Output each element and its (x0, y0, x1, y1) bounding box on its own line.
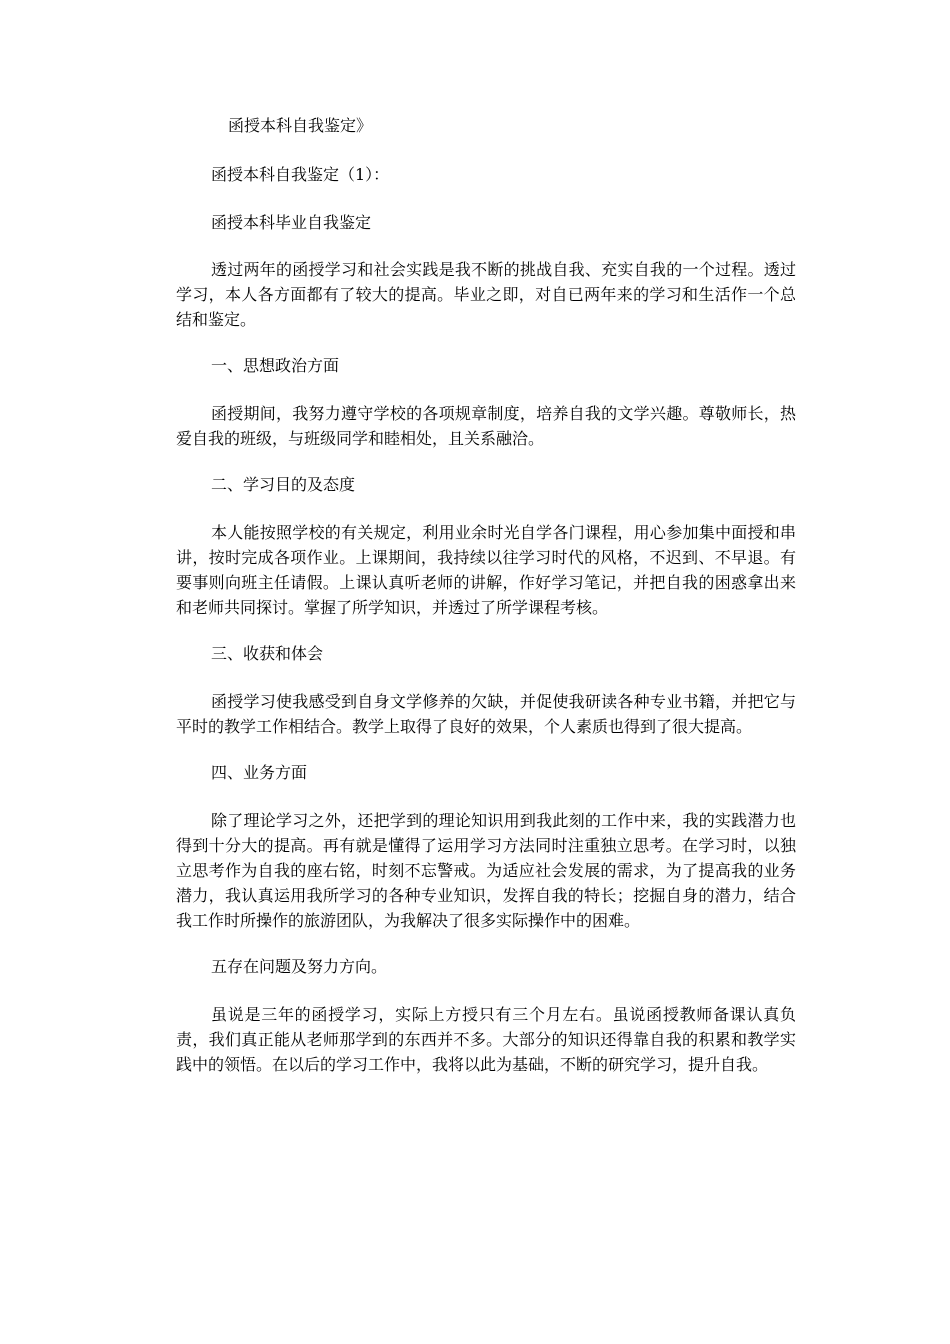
main-heading: 函授本科毕业自我鉴定 (211, 213, 372, 232)
document-subtitle: 函授本科自我鉴定（1）： (211, 165, 390, 184)
section-heading: 一、思想政治方面 (211, 356, 340, 375)
section-heading: 四、业务方面 (211, 763, 308, 782)
section-heading: 三、收获和体会 (211, 644, 324, 663)
section-paragraph: 虽说是三年的函授学习，实际上方授只有三个月左右。虽说函授教师备课认真负责，我们真正能从老师那学到的东西并不多。大部分的知识还得靠自我的积累和教学实践中的领悟。在以后的学习工作中，我将以此为基础，不断的研究学习，提升自我。 (176, 1005, 796, 1074)
section-5 (176, 953, 796, 1077)
section-4 (176, 759, 796, 933)
intro-block (176, 257, 796, 332)
section-1 (176, 352, 796, 451)
section-heading: 五存在问题及努力方向。 (211, 957, 388, 976)
section-paragraph: 本人能按照学校的有关规定，利用业余时光自学各门课程，用心参加集中面授和串讲，按时完成各项作业。上课期间，我持续以往学习时代的风格，不迟到、不早退。有要事则向班主任请假。上课认真听老师的讲解，作好学习笔记，并把自我的困惑拿出来和老师共同探讨。掌握了所学知识，并透过了所学课程考核。 (176, 523, 796, 617)
main-heading-block (176, 209, 796, 237)
section-paragraph: 函授学习使我感受到自身文学修养的欠缺，并促使我研读各种专业书籍，并把它与平时的教学工作相结合。教学上取得了良好的效果，个人素质也得到了很大提高。 (176, 692, 796, 736)
section-paragraph: 函授期间，我努力遵守学校的各项规章制度，培养自我的文学兴趣。尊敬师长，热爱自我的班级，与班级同学和睦相处，且关系融洽。 (176, 404, 796, 448)
section-3 (176, 640, 796, 739)
section-heading: 二、学习目的及态度 (211, 475, 356, 494)
document-body (176, 112, 796, 1077)
document-title: 函授本科自我鉴定》 (228, 116, 373, 135)
intro-paragraph: 透过两年的函授学习和社会实践是我不断的挑战自我、充实自我的一个过程。透过学习，本人各方面都有了较大的提高。毕业之即，对自已两年来的学习和生活作一个总结和鉴定。 (176, 260, 796, 329)
section-2 (176, 471, 796, 620)
section-paragraph: 除了理论学习之外，还把学到的理论知识用到我此刻的工作中来，我的实践潜力也得到十分大的提高。再有就是懂得了运用学习方法同时注重独立思考。在学习时，以独立思考作为自我的座右铭，时刻不忘警戒。为适应社会发展的需求，为了提高我的业务潜力，我认真运用我所学习的各种专业知识，发挥自我的特长；挖掘自身的潜力，结合我工作时所操作的旅游团队，为我解决了很多实际操作中的困难。 (176, 811, 796, 930)
